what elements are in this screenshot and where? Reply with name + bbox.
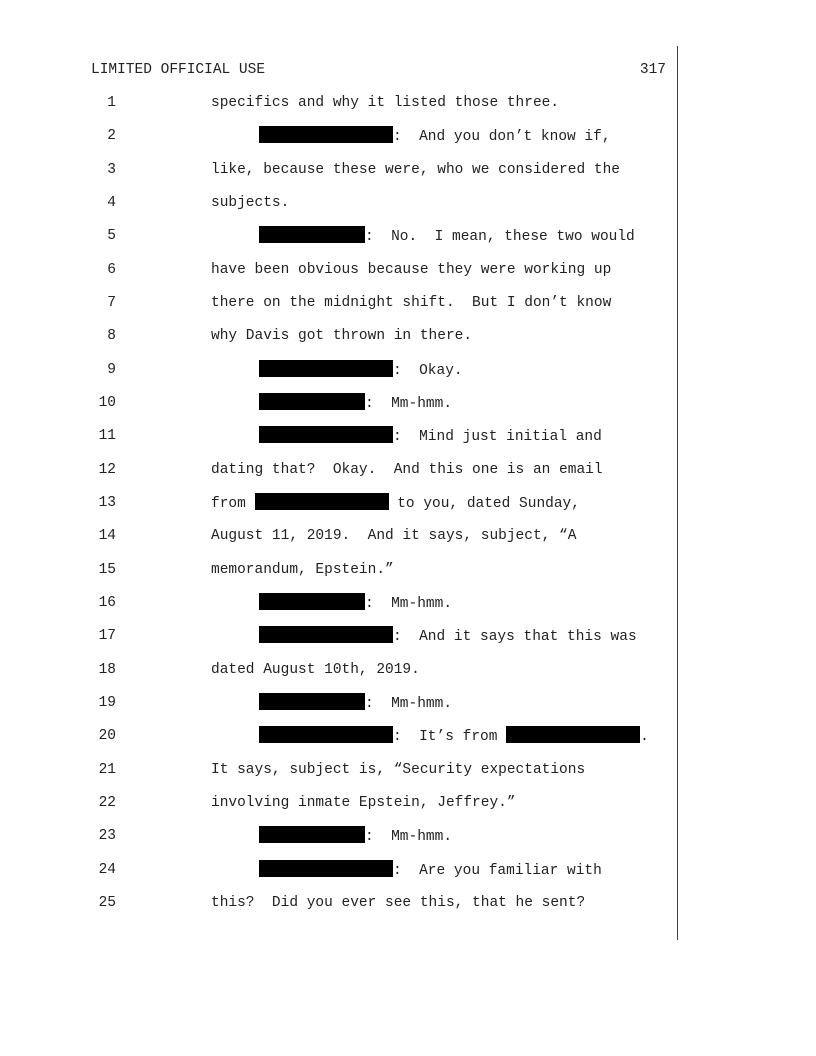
line-number: 21	[98, 762, 116, 778]
line-text: : Mind just initial and	[393, 429, 602, 445]
line-number: 4	[107, 195, 116, 211]
transcript-line	[0, 460, 676, 480]
line-number: 8	[107, 328, 116, 344]
speaker-line	[259, 726, 649, 747]
line-number: 23	[98, 828, 116, 844]
line-text-post: .	[640, 729, 649, 745]
line-text: : Mm-hmm.	[365, 596, 453, 612]
line-text: : Okay.	[393, 363, 463, 379]
transcript-line	[0, 726, 676, 746]
speaker-line	[259, 126, 611, 147]
speaker-line	[259, 393, 452, 414]
line-number: 12	[98, 462, 116, 478]
classification-header: LIMITED OFFICIAL USE	[91, 62, 266, 78]
line-number: 25	[98, 895, 116, 911]
transcript-line	[0, 793, 676, 813]
speaker-line	[259, 226, 635, 247]
redaction-block	[506, 726, 640, 743]
line-number: 20	[98, 728, 116, 744]
transcript-line	[0, 593, 676, 613]
speaker-line	[259, 360, 463, 381]
line-text: why Davis got thrown in there.	[211, 328, 473, 344]
transcript-line	[0, 760, 676, 780]
speaker-line	[259, 693, 452, 714]
line-text: August 11, 2019. And it says, subject, “A	[211, 528, 577, 544]
transcript-line	[0, 260, 676, 280]
line-number: 10	[98, 395, 116, 411]
redaction-block	[259, 693, 365, 710]
line-text-pre: from	[211, 496, 255, 512]
transcript-line	[0, 526, 676, 546]
line-number: 22	[98, 795, 116, 811]
line-text: this? Did you ever see this, that he sent?	[211, 895, 586, 911]
speaker-line	[259, 860, 602, 881]
transcript-line	[0, 93, 676, 113]
line-number: 5	[107, 228, 116, 244]
line-number: 17	[98, 628, 116, 644]
transcript-line	[0, 560, 676, 580]
speaker-line	[259, 626, 637, 647]
redaction-block	[259, 393, 365, 410]
transcript-line	[0, 126, 676, 146]
redaction-block	[259, 360, 393, 377]
redaction-block	[259, 726, 393, 743]
line-number: 16	[98, 595, 116, 611]
page-number: 317	[639, 62, 666, 78]
transcript-line	[0, 426, 676, 446]
line-text	[211, 493, 580, 514]
line-number: 11	[98, 428, 116, 444]
line-number: 3	[107, 162, 116, 178]
redaction-block	[259, 626, 393, 643]
line-text: : Mm-hmm.	[365, 396, 453, 412]
redaction-block	[259, 593, 365, 610]
line-text: : And it says that this was	[393, 629, 637, 645]
line-text: : No. I mean, these two would	[365, 229, 635, 245]
line-number: 18	[98, 662, 116, 678]
transcript-line	[0, 360, 676, 380]
line-number: 6	[107, 262, 116, 278]
line-number: 9	[107, 362, 116, 378]
line-number: 7	[107, 295, 116, 311]
line-text: memorandum, Epstein.”	[211, 562, 394, 578]
transcript-line	[0, 160, 676, 180]
line-number: 14	[98, 528, 116, 544]
line-text: dating that? Okay. And this one is an email	[211, 462, 603, 478]
line-text: It says, subject is, “Security expectations	[211, 762, 586, 778]
line-text: : Mm-hmm.	[365, 829, 453, 845]
line-text: subjects.	[211, 195, 290, 211]
transcript-line	[0, 293, 676, 313]
line-text: : And you don’t know if,	[393, 129, 611, 145]
line-number: 19	[98, 695, 116, 711]
redaction-block	[255, 493, 389, 510]
line-number: 24	[98, 862, 116, 878]
redaction-block	[259, 426, 393, 443]
line-text: specifics and why it listed those three.	[211, 95, 560, 111]
transcript-line	[0, 826, 676, 846]
line-text: have been obvious because they were working up	[211, 262, 612, 278]
transcript-line	[0, 326, 676, 346]
transcript-line	[0, 893, 676, 913]
transcript-line	[0, 193, 676, 213]
line-text: like, because these were, who we considered the	[211, 162, 620, 178]
margin-rule	[677, 46, 678, 940]
line-text: : Are you familiar with	[393, 863, 602, 879]
transcript-line	[0, 626, 676, 646]
redaction-block	[259, 860, 393, 877]
redaction-block	[259, 126, 393, 143]
transcript-line	[0, 393, 676, 413]
line-text: involving inmate Epstein, Jeffrey.”	[211, 795, 516, 811]
speaker-line	[259, 593, 452, 614]
transcript-line	[0, 860, 676, 880]
transcript-line	[0, 493, 676, 513]
line-number: 13	[98, 495, 116, 511]
line-text: : Mm-hmm.	[365, 696, 453, 712]
line-text: : It’s from	[393, 729, 507, 745]
transcript-line	[0, 226, 676, 246]
transcript-line	[0, 693, 676, 713]
line-number: 2	[107, 128, 116, 144]
line-text: there on the midnight shift. But I don’t know	[211, 295, 612, 311]
redaction-block	[259, 826, 365, 843]
transcript-line	[0, 660, 676, 680]
line-number: 1	[107, 95, 116, 111]
redaction-block	[259, 226, 365, 243]
speaker-line	[259, 826, 452, 847]
line-text: dated August 10th, 2019.	[211, 662, 420, 678]
line-text-post: to you, dated Sunday,	[388, 496, 580, 512]
speaker-line	[259, 426, 602, 447]
line-number: 15	[98, 562, 116, 578]
